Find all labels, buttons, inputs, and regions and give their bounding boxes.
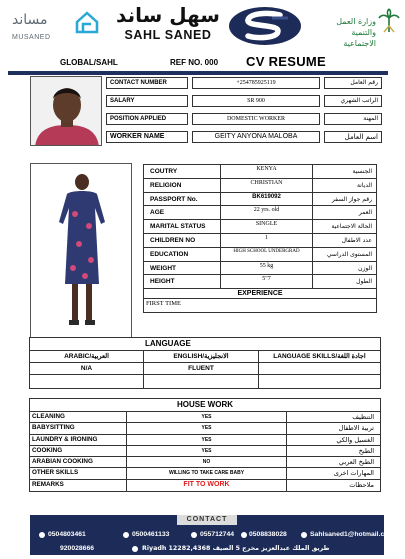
- language-column-skills: LANGUAGE SKILLS/اجادة اللغة: [273, 353, 366, 360]
- house-work-row: [30, 480, 380, 491]
- info-value: SR 900: [192, 95, 320, 107]
- detail-label: MARITAL STATUS: [144, 220, 221, 233]
- header-divider: [8, 71, 388, 75]
- email-icon: [301, 532, 307, 538]
- phone-number[interactable]: 0508838028: [249, 531, 287, 538]
- info-row-position: [106, 113, 382, 125]
- language-value-skills: [259, 363, 380, 374]
- detail-value: 22 yrs. old: [221, 206, 313, 219]
- language-empty-cell: [30, 375, 144, 388]
- sahl-saned-s-logo-icon: [228, 6, 302, 46]
- detail-label: COUTRY: [144, 165, 221, 178]
- musaned-house-icon: [74, 10, 100, 34]
- skill-value: YES: [127, 446, 287, 456]
- contact-footer: [30, 515, 395, 555]
- phone-number[interactable]: 055712744: [200, 531, 235, 538]
- detail-row: [144, 220, 376, 234]
- detail-row: [144, 262, 376, 276]
- skill-label-arabic: الطبخ العربي: [338, 458, 374, 467]
- info-label: WORKER NAME: [106, 131, 188, 143]
- language-value-english: FLUENT: [144, 363, 259, 374]
- phone-icon: [123, 532, 129, 538]
- info-label: SALARY: [106, 95, 188, 107]
- skill-label-arabic: الطبخ: [358, 446, 374, 455]
- skill-label-arabic: ملاحظات: [349, 480, 374, 489]
- detail-value: 55 kg: [221, 262, 313, 275]
- skill-label: BABYSITTING: [30, 423, 127, 433]
- agency-label: GLOBAL/SAHL: [60, 58, 118, 67]
- info-label-arabic: المهنة: [324, 113, 382, 125]
- detail-value: KENYA: [221, 165, 313, 178]
- skill-label: ARABIAN COOKING: [30, 457, 127, 467]
- language-column-arabic: ARABIC/العربية: [30, 351, 144, 362]
- sahl-saned-english: SAHL SANED: [124, 28, 212, 42]
- ministry-line-1: وزارة العمل: [336, 17, 376, 26]
- skill-label-arabic: التنظيف: [352, 413, 374, 421]
- detail-label: EDUCATION: [144, 248, 221, 261]
- palm-tree-icon: [378, 8, 400, 34]
- phone-number[interactable]: 920028666: [60, 545, 95, 552]
- detail-value: 5"7: [221, 275, 313, 288]
- language-value-arabic: N/A: [30, 363, 144, 374]
- contact-info-table: [106, 77, 382, 143]
- info-label-arabic: الراتب الشهري: [324, 95, 382, 107]
- detail-label-arabic: الجنسية: [352, 168, 372, 175]
- house-work-row: [30, 468, 380, 479]
- musaned-logo: [8, 10, 106, 46]
- musaned-logo-english: MUSANED: [12, 34, 51, 41]
- remarks-value: FIT TO WORK: [127, 480, 287, 491]
- detail-row: [144, 206, 376, 220]
- cv-title: CV RESUME: [246, 54, 326, 69]
- detail-value: CHRISTIAN: [221, 179, 313, 192]
- language-table: [29, 337, 381, 389]
- location-icon: [132, 546, 138, 552]
- reference-number: REF NO. 000: [170, 58, 219, 67]
- phone-icon: [39, 532, 45, 538]
- detail-label-arabic: رقم جواز السفر: [331, 195, 372, 203]
- contact-heading: CONTACT: [177, 515, 237, 525]
- detail-label-arabic: المستوى الدراسي: [326, 250, 372, 258]
- detail-label-arabic: الحالة الاجتماعية: [331, 223, 372, 231]
- detail-label: CHILDREN NO: [144, 234, 221, 247]
- detail-value: SINGLE: [221, 220, 313, 233]
- address-text: Riyadh 12282,4368 طريق الملك عبدالعزيز مخرج 5 الصيف: [142, 545, 330, 552]
- info-label: CONTACT NUMBER: [106, 77, 188, 89]
- skill-label: REMARKS: [30, 480, 127, 491]
- info-value: GEITY ANYONA MALOBA: [192, 131, 320, 143]
- detail-label-arabic: الطول: [356, 278, 372, 286]
- skill-value: NO: [127, 457, 287, 467]
- detail-row: [144, 248, 376, 262]
- detail-value: 1: [221, 234, 313, 247]
- ministry-logo: [320, 2, 400, 50]
- phone-icon: [241, 532, 247, 538]
- worker-full-photo: [30, 163, 132, 338]
- phone-number[interactable]: 0500461133: [132, 531, 170, 538]
- detail-value: HIGH SCHOOL UNDERGRAD: [221, 248, 313, 261]
- detail-label: RELIGION: [144, 179, 221, 192]
- skill-label: COOKING: [30, 446, 127, 456]
- phone-number[interactable]: 0504803461: [48, 531, 86, 538]
- sahl-saned-wordmark: [112, 4, 224, 48]
- house-work-row: [30, 412, 380, 423]
- info-row-salary: [106, 95, 382, 107]
- info-value: +254785925119: [192, 77, 320, 89]
- skill-value: YES: [127, 412, 287, 422]
- experience-heading: EXPERIENCE: [144, 289, 376, 299]
- page-header: [0, 0, 405, 52]
- house-work-row: [30, 423, 380, 434]
- info-value: DOMESTIC WORKER: [192, 113, 320, 125]
- detail-label-arabic: الوزن: [358, 264, 372, 272]
- skill-label-arabic: الغسيل والكي: [336, 435, 374, 444]
- detail-row: [144, 234, 376, 248]
- detail-label-arabic: العمر: [358, 209, 372, 217]
- language-heading: LANGUAGE: [30, 338, 380, 351]
- personal-details-table: [143, 164, 377, 313]
- language-value-row: [30, 363, 380, 375]
- full-body-illustration: [31, 164, 132, 338]
- detail-label: WEIGHT: [144, 262, 221, 275]
- experience-value: FIRST TIME: [146, 300, 181, 308]
- language-header-row: [30, 351, 380, 363]
- detail-label: HEIGHT: [144, 275, 221, 288]
- ministry-name: [320, 16, 376, 49]
- info-label-arabic: رقم العامل: [324, 77, 382, 89]
- language-empty-row: [30, 375, 380, 388]
- detail-row: [144, 165, 376, 179]
- house-work-heading: HOUSE WORK: [30, 399, 380, 412]
- detail-row: [144, 275, 376, 289]
- house-work-row: [30, 435, 380, 446]
- info-row-worker-name: [106, 131, 382, 143]
- skill-label-arabic: تربية الاطفال: [338, 424, 374, 433]
- language-empty-cell: [259, 375, 380, 388]
- ministry-line-2: والتنمية الاجتماعية: [343, 28, 376, 48]
- detail-row: [144, 179, 376, 193]
- email-link[interactable]: Sahlsaned1@hotmail.com: [310, 531, 395, 538]
- detail-label: AGE: [144, 206, 221, 219]
- house-work-row: [30, 457, 380, 468]
- info-row-contact: [106, 77, 382, 89]
- phone-icon: [191, 532, 197, 538]
- detail-label-arabic: عدد الاطفال: [341, 236, 372, 244]
- language-empty-cell: [144, 375, 259, 388]
- skill-label: OTHER SKILLS: [30, 468, 127, 478]
- detail-value: BK619092: [221, 193, 313, 206]
- detail-label: PASSPORT No.: [144, 193, 221, 206]
- info-label: POSITION APPLIED: [106, 113, 188, 125]
- skill-label-arabic: المهارات اخرى: [333, 469, 374, 478]
- skill-value: YES: [127, 423, 287, 433]
- skill-value: WILLING TO TAKE CARE BABY: [127, 468, 287, 478]
- skill-label: CLEANING: [30, 412, 127, 422]
- skill-value: YES: [127, 435, 287, 445]
- worker-portrait-photo: [30, 76, 102, 146]
- musaned-logo-arabic: مساند: [12, 12, 48, 28]
- skill-label: LAUNDRY & IRONING: [30, 435, 127, 445]
- portrait-illustration: [31, 77, 102, 146]
- sahl-saned-arabic: سهل ساند: [116, 3, 220, 27]
- house-work-table: [29, 398, 381, 492]
- language-column-english: ENGLISH/الانجليزية: [144, 351, 259, 362]
- detail-row: [144, 193, 376, 207]
- info-label-arabic: اسم العامل: [324, 131, 382, 143]
- house-work-row: [30, 446, 380, 457]
- detail-label-arabic: الديانة: [356, 181, 372, 189]
